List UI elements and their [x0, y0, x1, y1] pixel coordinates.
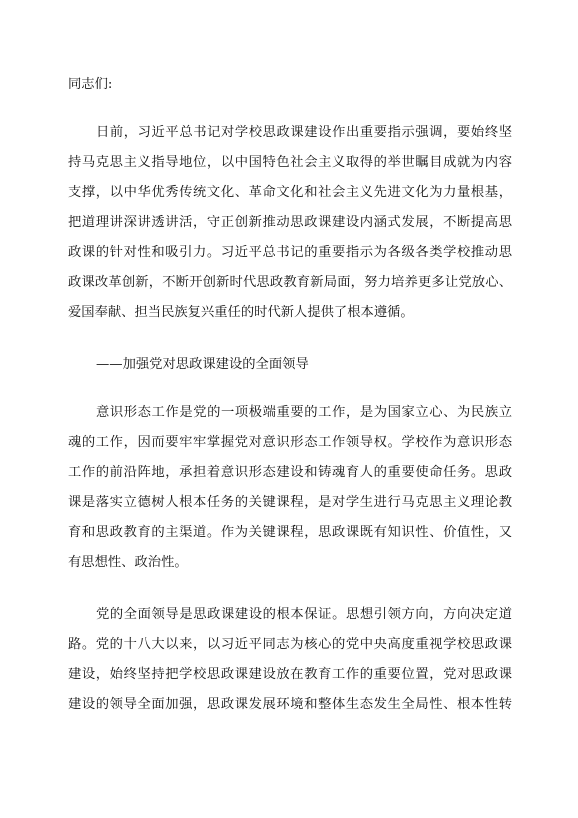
paragraph-line: 建设的领导全面加强，思政课发展环境和整体生态发生全局性、根本性转 — [68, 697, 512, 712]
paragraph — [68, 600, 512, 720]
paragraph — [68, 398, 512, 578]
paragraph-line: 支撑，以中华优秀传统文化、革命文化和社会主义先进文化为力量根基， — [68, 185, 512, 200]
paragraph-line: 有思想性、政治性。 — [68, 555, 188, 570]
paragraph-line: 持马克思主义指导地位，以中国特色社会主义取得的举世瞩目成就为内容 — [68, 155, 512, 170]
section-heading: ——加强党对思政课建设的全面领导 — [96, 357, 309, 372]
paragraph-line: 政课改革创新，不断开创新时代思政教育新局面，努力培养更多让党放心、 — [68, 275, 512, 290]
document-body — [68, 70, 512, 720]
paragraph — [68, 118, 512, 328]
paragraph-line: 政课的针对性和吸引力。习近平总书记的重要指示为各级各类学校推动思 — [68, 245, 512, 260]
paragraph-line: 路。党的十八大以来，以习近平同志为核心的党中央高度重视学校思政课 — [68, 637, 512, 652]
paragraph-line: 育和思政教育的主渠道。作为关键课程，思政课既有知识性、价值性，又 — [68, 525, 512, 540]
paragraph-line: 党的全面领导是思政课建设的根本保证。思想引领方向，方向决定道 — [96, 607, 512, 622]
paragraph-line: 把道理讲深讲透讲活，守正创新推动思政课建设内涵式发展，不断提高思 — [68, 215, 512, 230]
paragraph-line: 爱国奉献、担当民族复兴重任的时代新人提供了根本遵循。 — [68, 305, 414, 320]
salutation: 同志们: — [68, 77, 113, 92]
paragraph-line: 工作的前沿阵地，承担着意识形态建设和铸魂育人的重要使命任务。思政 — [68, 465, 512, 480]
paragraph-line: 意识形态工作是党的一项极端重要的工作，是为国家立心、为民族立 — [96, 405, 512, 420]
paragraph-line: 课是落实立德树人根本任务的关键课程，是对学生进行马克思主义理论教 — [68, 495, 512, 510]
paragraph-line: 建设，始终坚持把学校思政课建设放在教育工作的重要位置，党对思政课 — [68, 667, 512, 682]
paragraph-line: 日前，习近平总书记对学校思政课建设作出重要指示强调，要始终坚 — [96, 125, 512, 140]
paragraph-line: 魂的工作，因而要牢牢掌握党对意识形态工作领导权。学校作为意识形态 — [68, 435, 512, 450]
